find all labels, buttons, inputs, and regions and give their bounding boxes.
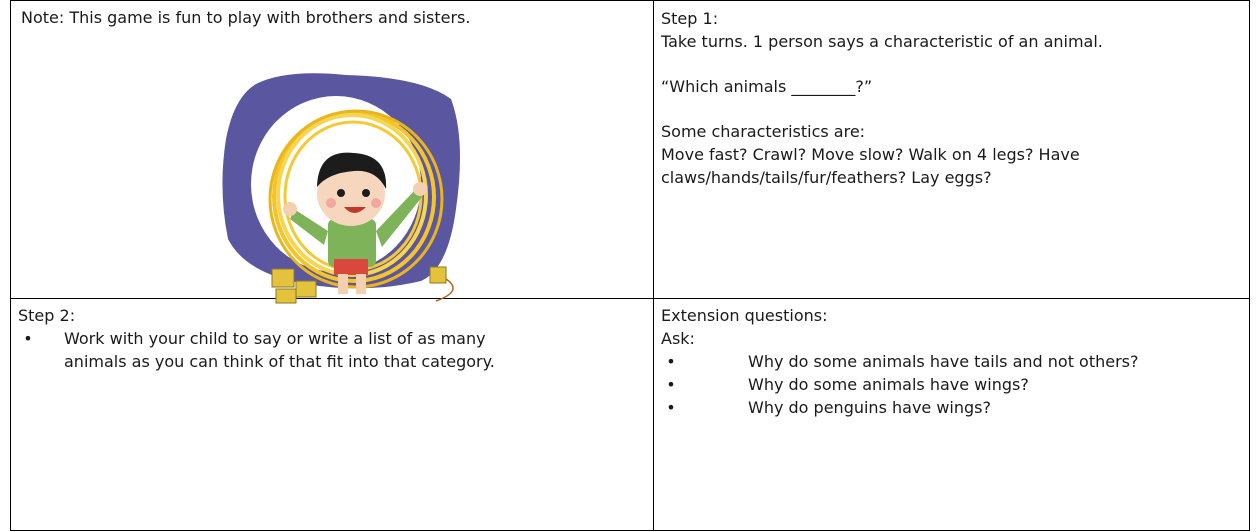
- list-item: [661, 396, 1249, 419]
- step2-bullet-text: Work with your child to say or write a list of as many animals as you can think of that fit into that category.: [64, 329, 495, 371]
- extension-cell: [654, 299, 1250, 531]
- extension-bullet-text: Why do penguins have wings?: [748, 398, 991, 417]
- step2-cell: [11, 299, 654, 531]
- step1-cell: [654, 1, 1250, 299]
- bullet-icon: •: [666, 398, 676, 417]
- extension-bullet-text: Why do some animals have wings?: [748, 375, 1029, 394]
- bullet-icon: •: [23, 329, 33, 348]
- characteristics-heading: Some characteristics are:: [661, 122, 866, 141]
- ask-label: Ask:: [661, 329, 695, 348]
- step2-bullet-list: [18, 327, 653, 373]
- step1-heading: Step 1:: [661, 9, 719, 28]
- extension-bullet-text: Why do some animals have tails and not others?: [748, 352, 1139, 371]
- step1-instruction: Take turns. 1 person says a characteristic of an animal.: [661, 32, 1103, 51]
- step2-heading: Step 2:: [18, 306, 76, 325]
- activity-table: [10, 0, 1250, 531]
- child-in-golden-ring-illustration: [216, 69, 466, 304]
- bullet-icon: •: [666, 352, 676, 371]
- extension-heading: Extension questions:: [661, 306, 828, 325]
- list-item: [18, 327, 534, 373]
- note-cell: [11, 1, 654, 299]
- characteristics-line-1: Move fast? Crawl? Move slow? Walk on 4 legs? Have: [661, 145, 1080, 164]
- characteristics-line-2: claws/hands/tails/fur/feathers? Lay eggs?: [661, 168, 992, 187]
- note-text: Note: This game is fun to play with brothers and sisters.: [21, 8, 471, 27]
- list-item: [661, 373, 1249, 396]
- list-item: [661, 350, 1218, 373]
- bullet-icon: •: [666, 375, 676, 394]
- extension-bullet-list: [661, 350, 1249, 419]
- step1-question: “Which animals ________?”: [661, 77, 873, 96]
